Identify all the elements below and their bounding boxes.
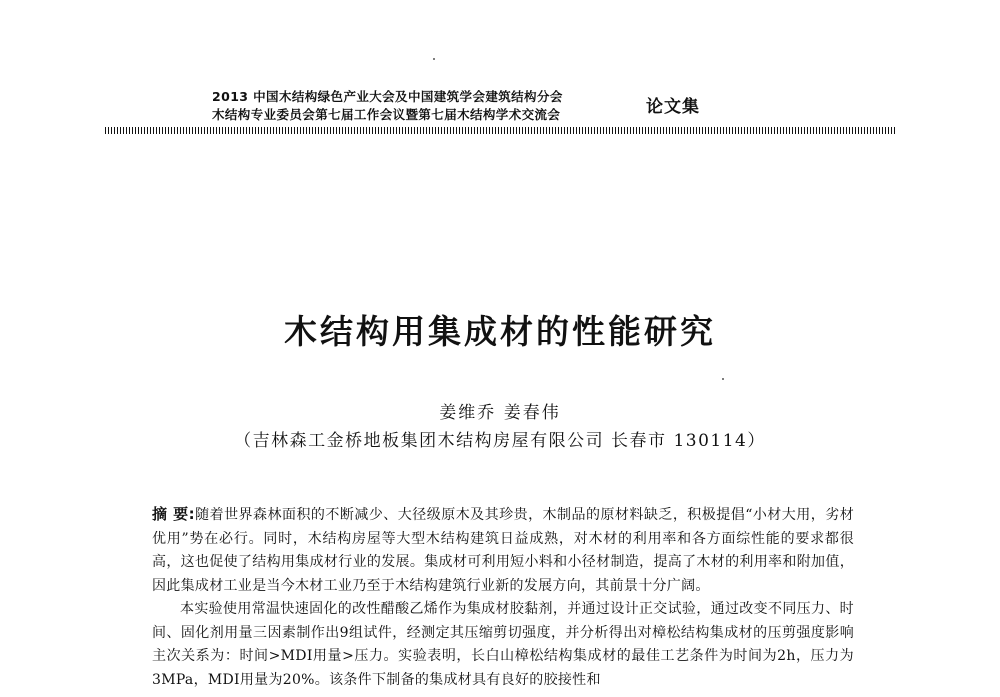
proceedings-badge: 论文集 (646, 97, 700, 117)
header-line-2: 木结构专业委员会第七届工作会议暨第七届木结构学术交流会 (212, 107, 561, 122)
abstract-paragraph-1 (152, 503, 854, 598)
scan-speck (433, 58, 435, 60)
header-rule (105, 127, 895, 134)
proceedings-header (212, 88, 622, 124)
paper-affiliation: （吉林森工金桥地板集团木结构房屋有限公司 长春市 130114） (234, 431, 766, 451)
header-line-1: 2013 中国木结构绿色产业大会及中国建筑学会建筑结构分会 (212, 89, 563, 104)
paper-title: 木结构用集成材的性能研究 (284, 312, 716, 351)
abstract-paragraph-2: 本实验使用常温快速固化的改性醋酸乙烯作为集成材胶黏剂，并通过设计正交试验，通过改变不同压力、时间、固化剂用量三因素制作出9组试件，经测定其压缩剪切强度，并分析得出对樟松结构集成材的压剪强度影响主次关系为：时间>MDI用量>压力。实验表明，长白山樟松结构集成材的最佳工艺条件为时间为2h，压力为3MPa，MDI用量为20%。该条件下制备的集成材具有良好的胶接性和 (152, 601, 854, 688)
abstract-label: 摘 要: (152, 505, 195, 523)
paper-authors: 姜维乔 姜春伟 (439, 403, 561, 423)
scan-speck (722, 378, 724, 380)
abstract (152, 503, 854, 692)
abstract-text-1: 随着世界森林面积的不断减少、大径级原木及其珍贵，木制品的原材料缺乏，积极提倡“小材大用，劣材优用”势在必行。同时，木结构房屋等大型木结构建筑日益成熟，对木材的利用率和各方面综性能的要求都很高，这也促使了结构用集成材行业的发展。集成材可利用短小料和小径材制造，提高了木材的利用率和附加值，因此集成材工业是当今木材工业乃至于木结构建筑行业新的发展方向，其前景十分广阔。 (152, 507, 854, 594)
